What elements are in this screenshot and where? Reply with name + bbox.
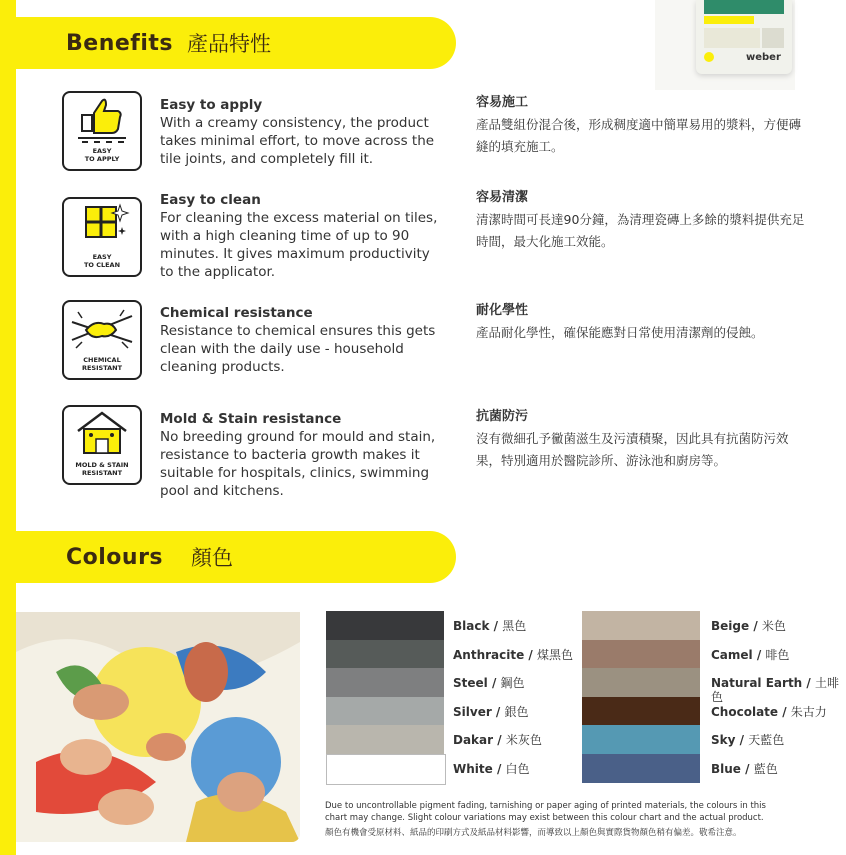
- benefit-title-zh: 容易清潔: [476, 190, 529, 205]
- colour-label: Silver / 銀色: [453, 705, 529, 719]
- icon-caption: CHEMICAL RESISTANT: [81, 356, 123, 372]
- benefit-body-zh: 產品雙組份混合後，形成稠度適中簡單易用的漿料，方便磚縫的填充施工。: [476, 117, 802, 154]
- painting-hands-photo: [16, 612, 300, 842]
- colour-label: Natural Earth / 土啡色: [711, 676, 839, 704]
- benefit-mold-stain-zh: [476, 406, 806, 472]
- benefit-title-zh: 耐化學性: [476, 303, 529, 318]
- colour-swatch: [582, 725, 700, 754]
- benefits-title-zh: 產品特性: [187, 32, 271, 56]
- benefits-title: Benefits: [66, 30, 173, 56]
- disclaimer-en: Due to uncontrollable pigment fading, tarnishing or paper aging of printed materials, the colours in this chart may change. Slight colour variations may exist between this colour chart and the actual product.: [325, 801, 766, 823]
- colours-title-zh: 顏色: [191, 546, 234, 570]
- icon-caption: MOLD & STAIN RESISTANT: [75, 461, 129, 477]
- colour-disclaimer: [325, 800, 785, 839]
- benefit-easy-apply-zh: [476, 92, 806, 158]
- colour-swatch: [326, 725, 444, 754]
- benefit-chemical-zh: [476, 300, 806, 344]
- benefit-body-zh: 產品耐化學性，確保能應對日常使用清潔劑的侵蝕。: [476, 325, 764, 340]
- colour-swatch: [326, 668, 444, 697]
- chemical-splash-icon: [62, 300, 142, 380]
- colour-label: Camel / 啡色: [711, 648, 790, 662]
- left-accent-bar: [0, 0, 16, 855]
- benefit-body: Resistance to chemical ensures this gets clean with the daily use - household cleaning products.: [160, 323, 436, 375]
- product-bag-image: [696, 0, 792, 74]
- clean-window-icon: [62, 197, 142, 277]
- benefit-body-zh: 清潔時間可長達90分鐘，為清理瓷磚上多餘的漿料提供充足時間，最大化施工效能。: [476, 212, 805, 249]
- colour-label: Dakar / 米灰色: [453, 733, 542, 747]
- benefit-body: For cleaning the excess material on tiles, with a high cleaning time of up to 90 minutes. It gives maximum productivity to the applicator.: [160, 210, 438, 280]
- colour-label: Chocolate / 朱古力: [711, 705, 827, 719]
- colour-swatch: [582, 754, 700, 783]
- disclaimer-zh: 顏色有機會受原材料、紙品的印刷方式及紙品材料影響，而導致以上顏色與實際貨物顏色稍有偏差。敬希注意。: [325, 828, 742, 838]
- colour-swatch: [582, 697, 700, 726]
- benefit-body: No breeding ground for mould and stain, resistance to bacteria growth makes it suitable for hospitals, clinics, swimming pool and kitchens.: [160, 429, 436, 499]
- brand-label: weber: [746, 52, 781, 63]
- colour-label: Black / 黑色: [453, 619, 527, 633]
- benefit-title: Easy to apply: [160, 97, 263, 113]
- colour-label: Beige / 米色: [711, 619, 786, 633]
- colour-label: White / 白色: [453, 762, 530, 776]
- colour-swatch: [582, 640, 700, 669]
- thumbs-up-icon: [62, 91, 142, 171]
- colour-swatch: [326, 697, 444, 726]
- benefit-title: Mold & Stain resistance: [160, 411, 342, 427]
- colour-swatch: [582, 668, 700, 697]
- colour-swatch: [582, 611, 700, 640]
- icon-caption: EASY TO CLEAN: [83, 253, 121, 269]
- benefit-title: Easy to clean: [160, 192, 261, 208]
- colour-swatch: [326, 640, 444, 669]
- colour-swatch: [326, 611, 444, 640]
- benefit-easy-clean-zh: [476, 187, 806, 253]
- benefits-banner: [16, 17, 456, 69]
- benefit-body: With a creamy consistency, the product takes minimal effort, to move across the tile joints, and completely fill it.: [160, 115, 435, 167]
- benefit-chemical: [160, 304, 444, 376]
- colour-label: Steel / 鋼色: [453, 676, 525, 690]
- benefit-title: Chemical resistance: [160, 305, 313, 321]
- benefit-mold-stain: [160, 410, 444, 500]
- benefit-body-zh: 沒有微細孔予黴菌滋生及污漬積聚，因此具有抗菌防污效果，特別適用於醫院診所、游泳池和廚房等。: [476, 431, 789, 468]
- mold-house-icon: [62, 405, 142, 485]
- icon-caption: EASY TO APPLY: [84, 147, 120, 163]
- colour-swatch: [326, 754, 446, 785]
- colour-label: Anthracite / 煤黑色: [453, 648, 573, 662]
- colours-title: Colours: [66, 544, 164, 570]
- colour-label: Blue / 藍色: [711, 762, 778, 776]
- benefit-title-zh: 抗菌防污: [476, 409, 529, 424]
- benefit-title-zh: 容易施工: [476, 95, 529, 110]
- benefit-easy-apply: [160, 96, 444, 168]
- benefit-easy-clean: [160, 191, 444, 281]
- colour-label: Sky / 天藍色: [711, 733, 785, 747]
- colours-banner: [16, 531, 456, 583]
